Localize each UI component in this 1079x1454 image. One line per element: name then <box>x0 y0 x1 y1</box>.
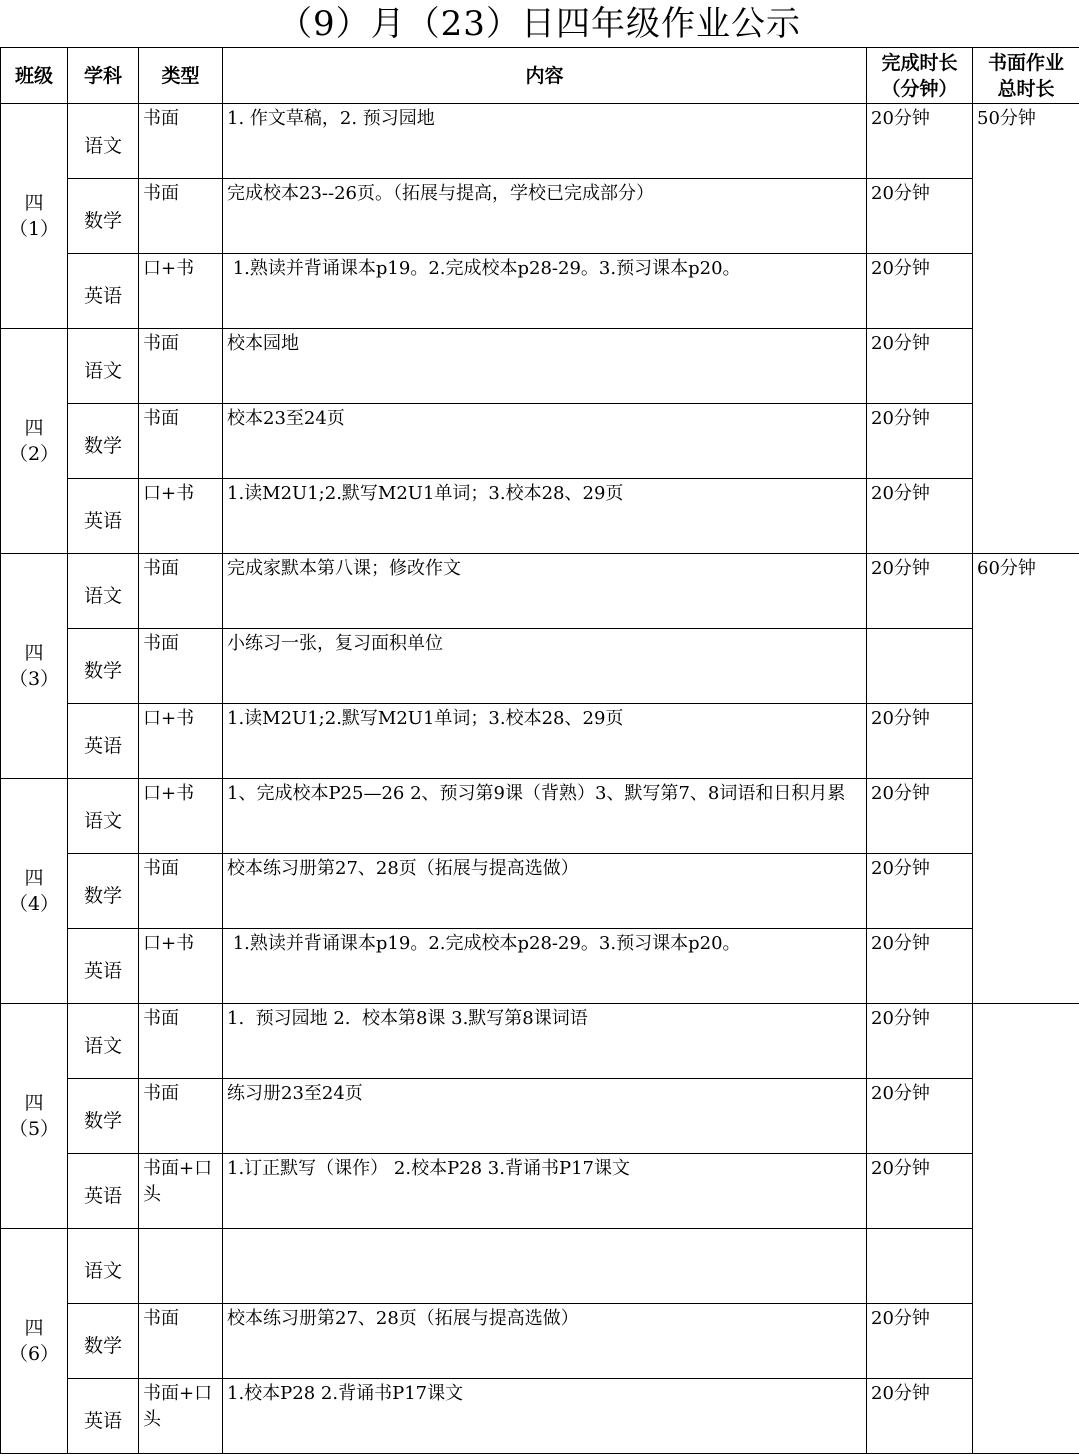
table-row <box>1 929 1079 1004</box>
content-cell: 1.读M2U1;2.默写M2U1单词；3.校本28、29页 <box>223 479 867 554</box>
header-total: 书面作业 总时长 <box>973 48 1079 104</box>
type-cell: 口+书 <box>139 929 223 1004</box>
content-cell: 1.校本P28 2.背诵书P17课文 <box>223 1379 867 1454</box>
subject-cell: 数学 <box>68 1079 139 1154</box>
content-cell: 1.熟读并背诵课本p19。2.完成校本p28-29。3.预习课本p20。 <box>223 929 867 1004</box>
header-row <box>1 48 1079 104</box>
type-cell: 书面 <box>139 329 223 404</box>
content-cell: 校本园地 <box>223 329 867 404</box>
duration-cell: 20分钟 <box>867 779 973 854</box>
subject-cell: 数学 <box>68 1304 139 1379</box>
table-row <box>1 104 1079 179</box>
table-row <box>1 254 1079 329</box>
header-type: 类型 <box>139 48 223 104</box>
duration-cell: 20分钟 <box>867 329 973 404</box>
type-cell: 书面 <box>139 104 223 179</box>
subject-cell: 数学 <box>68 854 139 929</box>
content-cell: 校本23至24页 <box>223 404 867 479</box>
subject-cell: 语文 <box>68 1004 139 1079</box>
content-cell: 完成家默本第八课；修改作文 <box>223 554 867 629</box>
subject-cell: 数学 <box>68 404 139 479</box>
total-cell: 50分钟 <box>973 104 1079 554</box>
table-row <box>1 404 1079 479</box>
subject-cell: 语文 <box>68 1229 139 1304</box>
type-cell: 书面+口头 <box>139 1379 223 1454</box>
type-cell: 书面 <box>139 1304 223 1379</box>
table-row <box>1 179 1079 254</box>
type-cell: 口+书 <box>139 704 223 779</box>
header-subject: 学科 <box>68 48 139 104</box>
type-cell: 口+书 <box>139 254 223 329</box>
type-cell: 书面 <box>139 629 223 704</box>
header-content: 内容 <box>223 48 867 104</box>
subject-cell: 英语 <box>68 929 139 1004</box>
type-cell: 书面 <box>139 1079 223 1154</box>
table-row <box>1 554 1079 629</box>
subject-cell: 数学 <box>68 629 139 704</box>
subject-cell: 语文 <box>68 329 139 404</box>
total-cell <box>973 1004 1079 1454</box>
duration-cell: 20分钟 <box>867 854 973 929</box>
duration-cell: 20分钟 <box>867 1079 973 1154</box>
table-row <box>1 479 1079 554</box>
duration-cell: 20分钟 <box>867 1154 973 1229</box>
content-cell <box>223 1229 867 1304</box>
table-row <box>1 1154 1079 1229</box>
type-cell: 书面+口头 <box>139 1154 223 1229</box>
type-cell <box>139 1229 223 1304</box>
duration-cell: 20分钟 <box>867 1304 973 1379</box>
subject-cell: 语文 <box>68 554 139 629</box>
duration-cell: 20分钟 <box>867 479 973 554</box>
duration-cell: 20分钟 <box>867 254 973 329</box>
type-cell: 书面 <box>139 854 223 929</box>
content-cell: 1.订正默写（课作） 2.校本P28 3.背诵书P17课文 <box>223 1154 867 1229</box>
header-duration: 完成时长 （分钟） <box>867 48 973 104</box>
duration-cell: 20分钟 <box>867 929 973 1004</box>
header-class: 班级 <box>1 48 68 104</box>
class-cell: 四 （3） <box>1 554 68 779</box>
table-row <box>1 1379 1079 1454</box>
duration-cell <box>867 1229 973 1304</box>
class-cell: 四 （2） <box>1 329 68 554</box>
table-row <box>1 329 1079 404</box>
duration-cell: 20分钟 <box>867 1004 973 1079</box>
type-cell: 书面 <box>139 1004 223 1079</box>
duration-cell: 20分钟 <box>867 104 973 179</box>
table-row <box>1 1079 1079 1154</box>
content-cell: 1、完成校本P25—26 2、预习第9课（背熟）3、默写第7、8词语和日积月累 <box>223 779 867 854</box>
type-cell: 口+书 <box>139 779 223 854</box>
content-cell: 小练习一张，复习面积单位 <box>223 629 867 704</box>
duration-cell: 20分钟 <box>867 1379 973 1454</box>
duration-cell: 20分钟 <box>867 404 973 479</box>
duration-cell: 20分钟 <box>867 179 973 254</box>
page-title: （9）月（23）日四年级作业公示 <box>0 0 1079 47</box>
content-cell: 1.熟读并背诵课本p19。2.完成校本p28-29。3.预习课本p20。 <box>223 254 867 329</box>
homework-table <box>0 47 1079 1454</box>
duration-cell: 20分钟 <box>867 704 973 779</box>
table-row <box>1 1229 1079 1304</box>
class-cell: 四 （5） <box>1 1004 68 1229</box>
table-row <box>1 629 1079 704</box>
duration-cell: 20分钟 <box>867 554 973 629</box>
table-row <box>1 854 1079 929</box>
subject-cell: 语文 <box>68 104 139 179</box>
content-cell: 1. 预习园地 2. 校本第8课 3.默写第8课词语 <box>223 1004 867 1079</box>
subject-cell: 英语 <box>68 1154 139 1229</box>
table-body <box>1 104 1079 1454</box>
type-cell: 口+书 <box>139 479 223 554</box>
table-row <box>1 1004 1079 1079</box>
content-cell: 校本练习册第27、28页（拓展与提高选做） <box>223 1304 867 1379</box>
class-cell: 四 （1） <box>1 104 68 329</box>
subject-cell: 英语 <box>68 479 139 554</box>
total-cell: 60分钟 <box>973 554 1079 1004</box>
content-cell: 完成校本23--26页。（拓展与提高，学校已完成部分） <box>223 179 867 254</box>
content-cell: 练习册23至24页 <box>223 1079 867 1154</box>
content-cell: 1. 作文草稿，2. 预习园地 <box>223 104 867 179</box>
type-cell: 书面 <box>139 179 223 254</box>
content-cell: 校本练习册第27、28页（拓展与提高选做） <box>223 854 867 929</box>
table-row <box>1 1304 1079 1379</box>
subject-cell: 数学 <box>68 179 139 254</box>
subject-cell: 英语 <box>68 704 139 779</box>
content-cell: 1.读M2U1;2.默写M2U1单词；3.校本28、29页 <box>223 704 867 779</box>
table-row <box>1 779 1079 854</box>
subject-cell: 英语 <box>68 254 139 329</box>
class-cell: 四 （6） <box>1 1229 68 1454</box>
table-row <box>1 704 1079 779</box>
type-cell: 书面 <box>139 404 223 479</box>
subject-cell: 语文 <box>68 779 139 854</box>
type-cell: 书面 <box>139 554 223 629</box>
duration-cell <box>867 629 973 704</box>
class-cell: 四 （4） <box>1 779 68 1004</box>
subject-cell: 英语 <box>68 1379 139 1454</box>
